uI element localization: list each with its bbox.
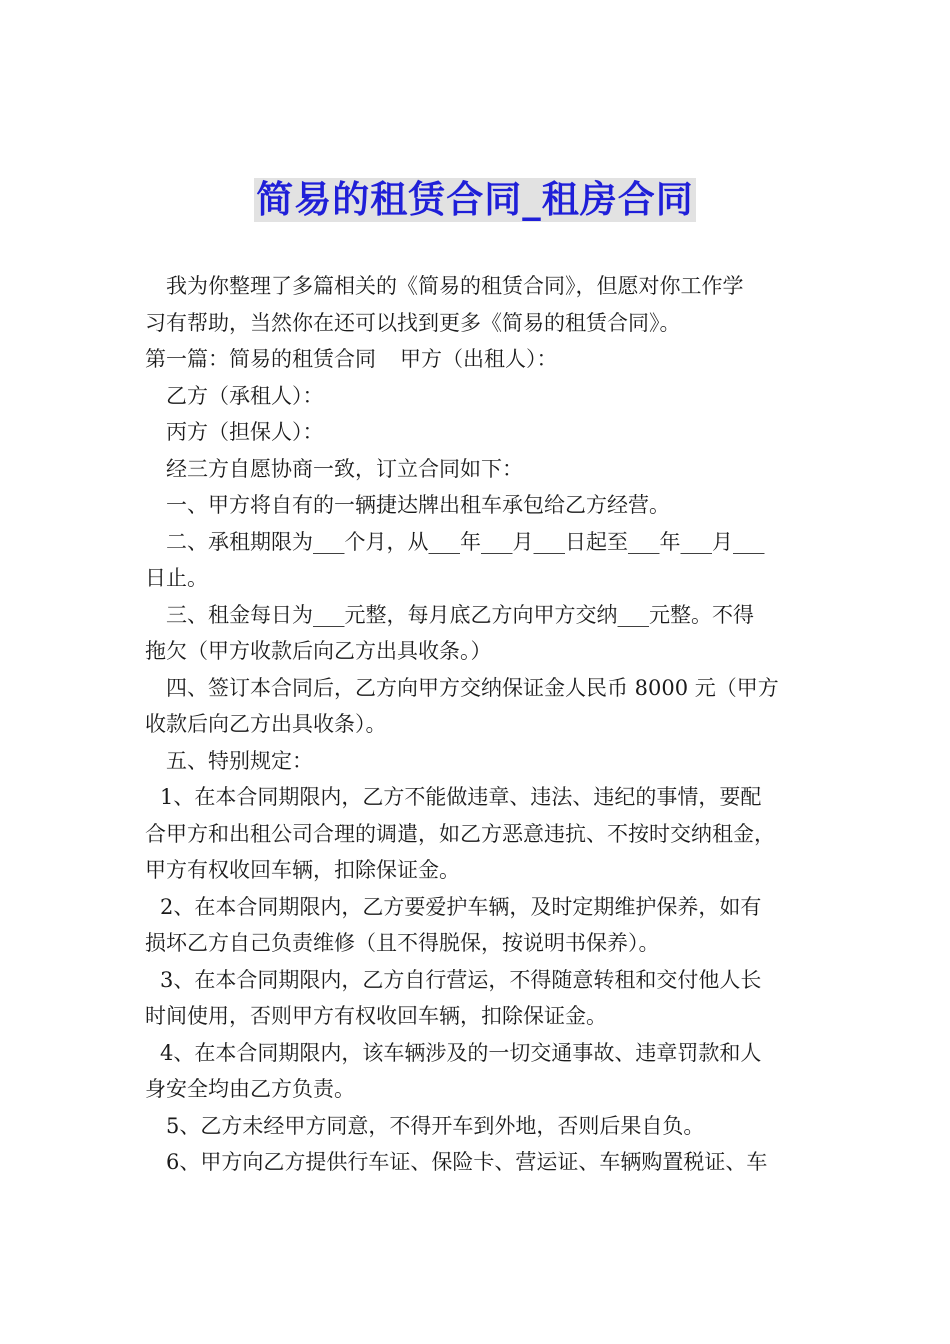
text-line: 3、在本合同期限内，乙方自行营运，不得随意转租和交付他人长 xyxy=(160,967,762,992)
text-line: 习有帮助，当然你在还可以找到更多《简易的租赁合同》。 xyxy=(145,310,681,335)
text-line: 经三方自愿协商一致，订立合同如下： xyxy=(166,456,523,481)
text-line: 丙方（担保人）： xyxy=(166,420,324,444)
title-wrap xyxy=(0,178,950,222)
section-heading: 第一篇：简易的租赁合同 xyxy=(145,347,376,371)
text-line: 身安全均由乙方负责。 xyxy=(145,1077,355,1101)
text-line: 拖欠（甲方收款后向乙方出具收条。） xyxy=(145,639,492,663)
text-line: 五、特别规定： xyxy=(166,748,313,773)
text-line: 2、在本合同期限内，乙方要爱护车辆，及时定期维护保养，如有 xyxy=(160,894,762,919)
text-line: 三、租金每日为___元整，每月底乙方向甲方交纳___元整。不得 xyxy=(166,602,754,627)
text-line: 一、甲方将自有的一辆捷达牌出租车承包给乙方经营。 xyxy=(166,493,670,517)
text-line: 5、乙方未经甲方同意，不得开车到外地，否则后果自负。 xyxy=(166,1113,705,1138)
text-line: 日止。 xyxy=(145,566,208,590)
text-line: 四、签订本合同后，乙方向甲方交纳保证金人民币 8000 元（甲方 xyxy=(166,675,779,700)
text-line: 损坏乙方自己负责维修（且不得脱保，按说明书保养）。 xyxy=(145,931,660,955)
party-a-label: 甲方（出租人）： xyxy=(400,347,558,371)
text-line: 时间使用，否则甲方有权收回车辆，扣除保证金。 xyxy=(145,1004,607,1028)
text-line: 6、甲方向乙方提供行车证、保险卡、营运证、车辆购置税证、车 xyxy=(166,1150,768,1174)
document-body xyxy=(145,268,810,1181)
document-title: 简易的租赁合同_租房合同 xyxy=(256,178,694,221)
text-line: 二、承租期限为___个月，从___年___月___日起至___年___月___ xyxy=(166,529,765,554)
text-line: 4、在本合同期限内，该车辆涉及的一切交通事故、违章罚款和人 xyxy=(160,1040,762,1065)
text-line: 我为你整理了多篇相关的《简易的租赁合同》，但愿对你工作学 xyxy=(166,274,744,298)
text-line: 收款后向乙方出具收条）。 xyxy=(145,712,387,736)
text-line: 甲方有权收回车辆，扣除保证金。 xyxy=(145,858,460,882)
text-line: 1、在本合同期限内，乙方不能做违章、违法、违纪的事情，要配 xyxy=(160,785,762,809)
text-line: 合甲方和出租公司合理的调遣，如乙方恶意违抗、不按时交纳租金， xyxy=(145,821,775,846)
text-line xyxy=(145,341,810,378)
text-line: 乙方（承租人）： xyxy=(166,383,324,408)
